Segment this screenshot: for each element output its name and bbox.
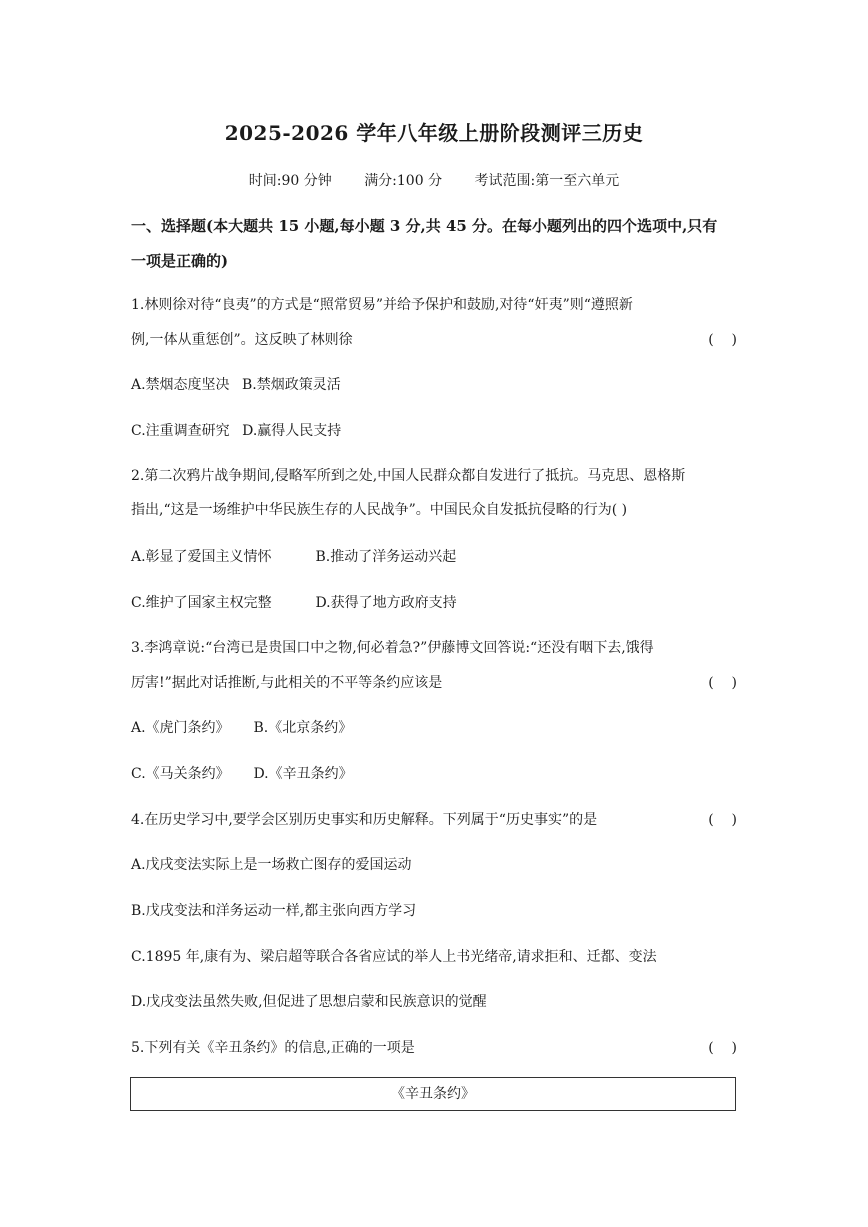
option-c: C.维护了国家主权完整 <box>131 595 272 611</box>
question-5-stem: 5.下列有关《辛丑条约》的信息,正确的一项是 <box>131 1040 415 1056</box>
question-1-stem-cont: 例,一体从重惩创”。这反映了林则徐 <box>131 332 353 348</box>
option-b: B.推动了洋务运动兴起 <box>315 549 457 565</box>
exam-meta <box>0 170 868 190</box>
question-1-options-row2 <box>131 421 737 441</box>
treaty-table-header: 《辛丑条约》 <box>130 1077 736 1111</box>
option-a: A.《虎门条约》 <box>131 720 230 736</box>
section-heading: 一、选择题(本大题共 15 小题,每小题 3 分,共 45 分。在每小题列出的四个选项中,只有 <box>131 217 718 235</box>
option-c: C.1895 年,康有为、梁启超等联合各省应试的举人上书光绪帝,请求拒和、迁都、变法 <box>131 949 657 965</box>
question-1-options-row1 <box>131 375 737 395</box>
question-1-stem: 1.林则徐对待“良夷”的方式是“照常贸易”并给予保护和鼓励,对待“奸夷”则“遵照新 <box>131 297 633 313</box>
option-c: C.《马关条约》 <box>131 766 230 782</box>
question-2-options-row1 <box>131 547 737 567</box>
option-b: B.戊戌变法和洋务运动一样,都主张向西方学习 <box>131 903 417 919</box>
option-b: B.禁烟政策灵活 <box>242 377 341 393</box>
question-2-stem-cont: 指出,“这是一场维护中华民族生存的人民战争”。中国民众自发抵抗侵略的行为( ) <box>131 502 628 518</box>
option-d: D.赢得人民支持 <box>242 423 342 439</box>
exam-scope: 考试范围:第一至六单元 <box>474 173 620 189</box>
option-a: A.戊戌变法实际上是一场救亡图存的爱国运动 <box>131 857 412 873</box>
option-a: A.彰显了爱国主义情怀 <box>131 549 272 565</box>
question-3-stem: 3.李鸿章说:“台湾已是贵国口中之物,何必着急?”伊藤博文回答说:“还没有咽下去,饿得 <box>131 640 654 656</box>
question-4-stem: 4.在历史学习中,要学会区别历史事实和历史解释。下列属于“历史事实”的是 <box>131 812 598 828</box>
option-d: D.《辛丑条约》 <box>253 766 353 782</box>
answer-blank: ( ) <box>708 812 737 828</box>
answer-blank: ( ) <box>708 332 737 348</box>
section-heading-cont: 一项是正确的) <box>131 252 229 270</box>
option-b: B.《北京条约》 <box>253 720 353 736</box>
question-2-stem: 2.第二次鸦片战争期间,侵略军所到之处,中国人民群众都自发进行了抵抗。马克思、恩格斯 <box>131 468 686 484</box>
exam-score: 满分:100 分 <box>364 173 443 189</box>
page-title: 2025-2026 学年八年级上册阶段测评三历史 <box>224 121 644 145</box>
option-d: D.戊戌变法虽然失败,但促进了思想启蒙和民族意识的觉醒 <box>131 994 487 1010</box>
question-3-options-row2 <box>131 764 737 784</box>
option-d: D.获得了地方政府支持 <box>315 595 457 611</box>
exam-time: 时间:90 分钟 <box>248 173 332 189</box>
question-2-options-row2 <box>131 593 737 613</box>
answer-blank: ( ) <box>708 1040 737 1056</box>
question-3-stem-cont: 厉害!”据此对话推断,与此相关的不平等条约应该是 <box>131 675 443 691</box>
question-3-options-row1 <box>131 718 737 738</box>
option-a: A.禁烟态度坚决 <box>131 377 230 393</box>
option-c: C.注重调查研究 <box>131 423 230 439</box>
answer-blank: ( ) <box>708 675 737 691</box>
